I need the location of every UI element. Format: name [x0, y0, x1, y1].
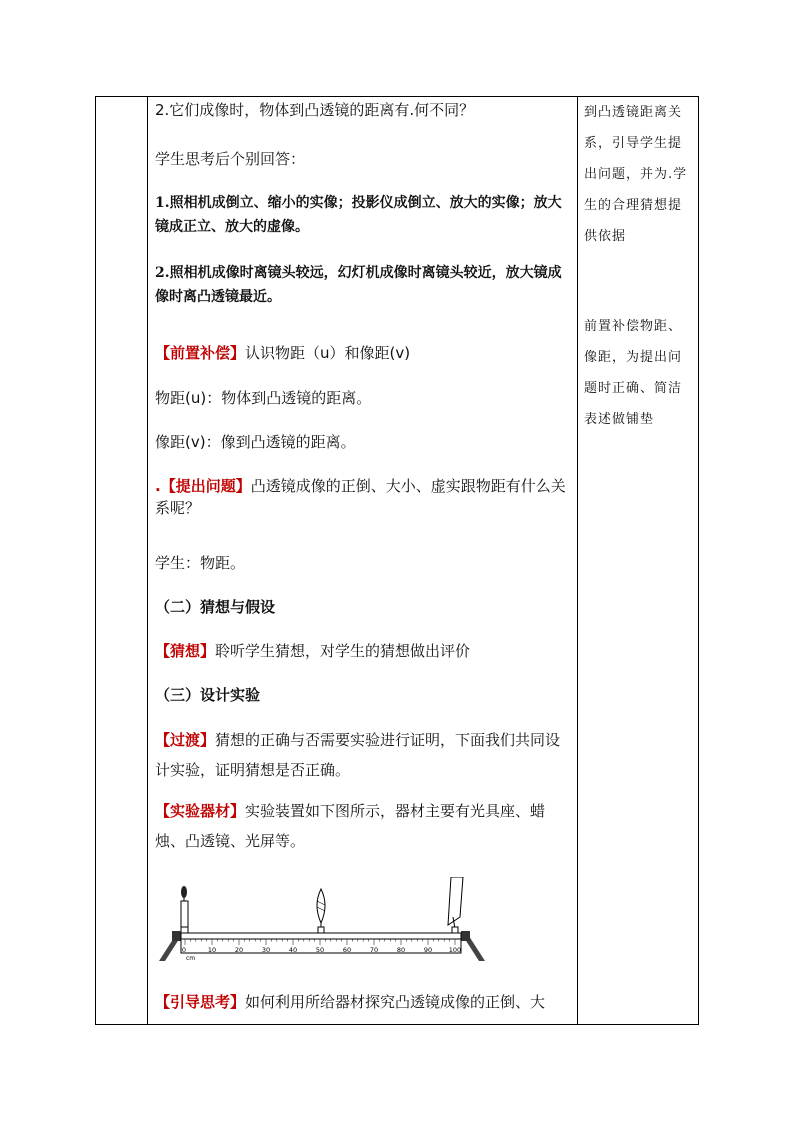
object-distance: 物距(u)：物体到凸透镜的距离。 [155, 389, 372, 407]
scale-label: 30 [261, 946, 271, 954]
answer-2: 2.照相机成像时离镜头较远，幻灯机成像时离镜头较近，放大镜成像时离凸透镜最近。 [155, 265, 562, 305]
pre-text: 认识物距（u）和像距(v) [245, 344, 411, 362]
guide-tag: 【引导思考】 [155, 993, 246, 1011]
image-distance: 像距(v)：像到凸透镜的距离。 [155, 433, 356, 451]
scale-label: 100 [448, 946, 462, 954]
note-2: 前置补偿物距、像距，为提出问题时正确、简洁表述做铺垫 [584, 319, 683, 427]
pre-tag: 【前置补偿】 [155, 344, 246, 362]
scale-label: 0 [181, 946, 187, 954]
left-column [96, 97, 148, 1024]
guess-tag: 【猜想】 [155, 642, 216, 660]
scale-label: 50 [315, 946, 325, 954]
convex-lens-icon [317, 889, 325, 933]
bench-rail [181, 933, 461, 939]
unit-label: cm [186, 955, 196, 962]
scale-label: 80 [396, 946, 406, 954]
student-think: 学生思考后个别回答： [155, 150, 306, 168]
section-design-heading: （三）设计实验 [155, 686, 261, 704]
left-clamp [172, 931, 181, 941]
note-1: 到凸透镜距离关系，引导学生提出问题，并为.学生的合理猜想提供依据 [584, 105, 688, 244]
scale-label: 40 [288, 946, 298, 954]
equipment-tag: 【实验器材】 [155, 802, 246, 820]
question-text: 凸透镜成像的正倒、大小、虚实跟物距有什么关系呢？ [155, 477, 566, 517]
pre-compensation [155, 342, 571, 364]
content-column [147, 97, 578, 1024]
question-2: 2.它们成像时，物体到凸透镜的距离有.何不同？ [155, 101, 475, 119]
raise-question [155, 475, 571, 519]
candle-icon [181, 886, 188, 933]
student-answer: 学生：物距。 [155, 554, 246, 572]
lesson-table [95, 96, 699, 1025]
section-guess-heading: （二）猜想与假设 [155, 598, 276, 616]
scale-label: 10 [207, 946, 217, 954]
guide-thinking [155, 991, 571, 1013]
scale-label: 70 [369, 946, 379, 954]
transition [155, 725, 571, 785]
equipment-text: 实验装置如下图所示，器材主要有光具座、蜡烛、凸透镜、光屏等。 [155, 802, 546, 850]
scale-label: 60 [342, 946, 352, 954]
guess-text: 聆听学生猜想，对学生的猜想做出评价 [215, 642, 471, 660]
question-tag: 【提出问题】 [160, 477, 251, 495]
light-screen-icon [448, 877, 463, 933]
answer-1: 1.照相机成倒立、缩小的实像；投影仪成倒立、放大的实像；放大镜成正立、放大的虚像。 [155, 195, 562, 235]
scale-label: 90 [423, 946, 433, 954]
optical-bench-diagram [155, 877, 485, 972]
equipment [155, 796, 571, 856]
transition-tag: 【过渡】 [155, 731, 216, 749]
notes-column [578, 97, 699, 1024]
right-clamp [461, 931, 470, 941]
scale-label: 20 [234, 946, 244, 954]
transition-text: 猜想的正确与否需要实验进行证明，下面我们共同设计实验，证明猜想是否正确。 [155, 731, 561, 779]
question-prefix: . [155, 477, 161, 495]
guess [155, 640, 571, 662]
guide-text: 如何利用所给器材探究凸透镜成像的正倒、大 [245, 993, 546, 1011]
